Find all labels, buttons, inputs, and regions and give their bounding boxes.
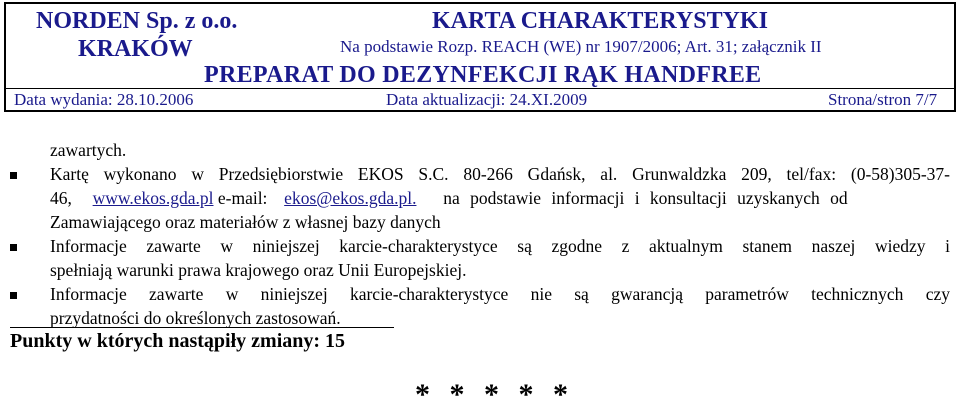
document-header [4, 2, 956, 112]
product-name: PREPARAT DO DEZYNFEKCJI RĄK HANDFREE [204, 62, 762, 88]
text-line-with-links [50, 186, 950, 210]
bullet-square-icon [10, 172, 17, 179]
text-line: zawartych. [50, 140, 127, 160]
document-subtitle: Na podstawie Rozp. REACH (WE) nr 1907/2006; Art. 31; załącznik II [340, 37, 822, 56]
company-name: NORDEN Sp. z o.o. [36, 8, 238, 34]
text-line: spełniają warunki prawa krajowego oraz Unii Europejskiej. [50, 260, 467, 280]
bullet-square-icon [10, 292, 17, 299]
update-date: Data aktualizacji: 24.XI.2009 [386, 90, 588, 109]
text-line: Kartę wykonano w Przedsiębiorstwie EKOS S.C. 80-266 Gdańsk, al. Grunwaldzka 209, tel/fax: (0-58)305-37- [50, 164, 950, 184]
text-line: Zamawiającego oraz materiałów z własnej bazy danych [50, 212, 441, 232]
bullet-square-icon [10, 244, 17, 251]
header-divider [6, 88, 954, 89]
text-line: przydatności do określonych zastosowań. [50, 308, 341, 328]
section-divider [10, 327, 394, 328]
end-of-document-stars: * * * * * [415, 378, 574, 411]
changes-heading: Punkty w których nastąpiły zmiany: 15 [10, 330, 346, 352]
issue-date: Data wydania: 28.10.2006 [14, 90, 194, 109]
text-line: Informacje zawarte w niniejszej karcie-charakterystyce są zgodne z aktualnym stanem naszej wiedzy i [50, 236, 950, 256]
text-line: Informacje zawarte w niniejszej karcie-charakterystyce nie są gwarancją parametrów technicznych czy [50, 284, 950, 304]
email-link[interactable]: ekos@ekos.gda.pl. [284, 188, 417, 208]
website-link[interactable]: www.ekos.gda.pl [92, 188, 214, 208]
document-title: KARTA CHARAKTERYSTYKI [432, 8, 768, 34]
text-fragment: na podstawie informacji i konsultacji uzyskanych od [443, 188, 848, 208]
page-number: Strona/stron 7/7 [828, 90, 938, 109]
text-fragment: 46, [50, 188, 72, 208]
company-city: KRAKÓW [78, 36, 193, 62]
text-fragment: e-mail: [217, 188, 268, 208]
